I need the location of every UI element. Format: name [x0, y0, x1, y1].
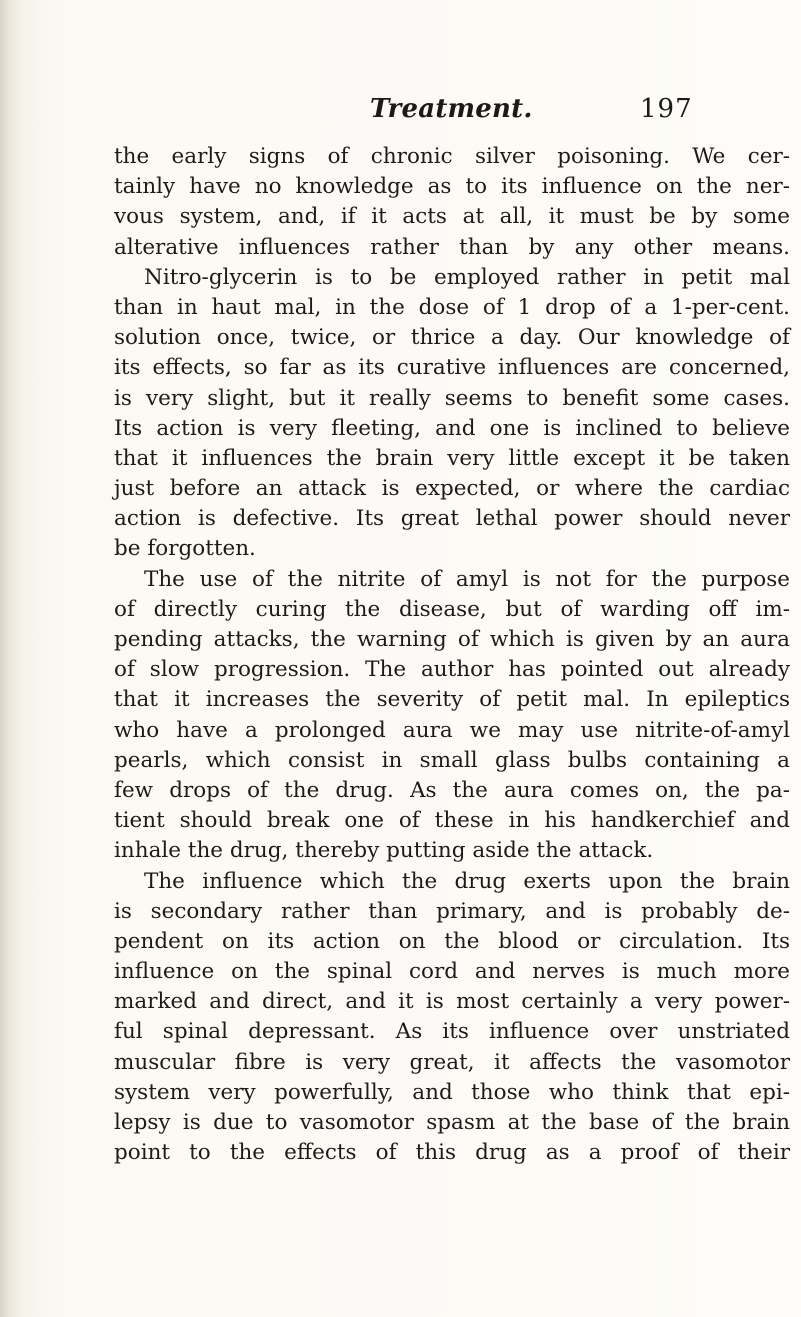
text-line: that it influences the brain very little except it be taken — [114, 445, 790, 471]
text-line: pearls, which consist in small glass bulbs containing a — [114, 747, 790, 773]
text-line: tient should break one of these in his handkerchief and — [114, 808, 790, 834]
text-line: few drops of the drug. As the aura comes on, the pa- — [114, 777, 790, 803]
text-line: muscular fibre is very great, it affects the vasomotor — [114, 1049, 790, 1075]
text-line: action is defective. Its great lethal power should never — [114, 506, 790, 532]
text-line: alterative influences rather than by any other means. — [114, 234, 790, 260]
text-line: Nitro-glycerin is to be employed rather in petit mal — [144, 264, 790, 290]
text-line: be forgotten. — [114, 536, 256, 562]
text-line: point to the effects of this drug as a proof of their — [114, 1140, 790, 1166]
text-line: than in haut mal, in the dose of 1 drop of a 1-per-cent. — [114, 294, 790, 320]
body-text — [114, 142, 790, 1168]
text-line: lepsy is due to vasomotor spasm at the base of the brain — [114, 1110, 790, 1135]
text-line: is secondary rather than primary, and is probably de- — [114, 898, 790, 924]
text-line: vous system, and, if it acts at all, it must be by some — [114, 204, 790, 230]
text-line: the early signs of chronic silver poisoning. We cer- — [114, 144, 790, 169]
text-line: pending attacks, the warning of which is given by an aura — [114, 627, 790, 652]
text-line: is very slight, but it really seems to benefit some cases. — [114, 385, 790, 411]
text-line: The use of the nitrite of amyl is not for the purpose — [144, 566, 790, 592]
text-line: inhale the drug, thereby putting aside the attack. — [114, 838, 654, 864]
text-line: who have a prolonged aura we may use nitrite-of-amyl — [114, 717, 790, 743]
page-number: 197 — [640, 94, 693, 124]
text-line: its effects, so far as its curative influences are concerned, — [114, 355, 790, 381]
page-header — [0, 90, 801, 130]
text-line: ful spinal depressant. As its influence over unstriated — [114, 1019, 790, 1045]
text-line: tainly have no knowledge as to its influence on the ner- — [114, 174, 790, 200]
text-line: Its action is very fleeting, and one is inclined to believe — [114, 415, 790, 441]
text-line: pendent on its action on the blood or circulation. Its — [114, 928, 790, 954]
text-line: of slow progression. The author has pointed out already — [114, 657, 790, 683]
text-line: influence on the spinal cord and nerves is much more — [114, 959, 790, 985]
text-line: just before an attack is expected, or where the cardiac — [114, 476, 790, 502]
running-title: Treatment. — [370, 94, 533, 124]
text-line: system very powerfully, and those who think that epi- — [114, 1079, 790, 1105]
text-line: of directly curing the disease, but of warding off im- — [114, 596, 790, 622]
text-line: solution once, twice, or thrice a day. Our knowledge of — [114, 325, 790, 351]
text-line: marked and direct, and it is most certainly a very power- — [114, 989, 790, 1015]
text-line: that it increases the severity of petit mal. In epileptics — [114, 687, 790, 713]
text-line: The influence which the drug exerts upon the brain — [144, 868, 790, 894]
